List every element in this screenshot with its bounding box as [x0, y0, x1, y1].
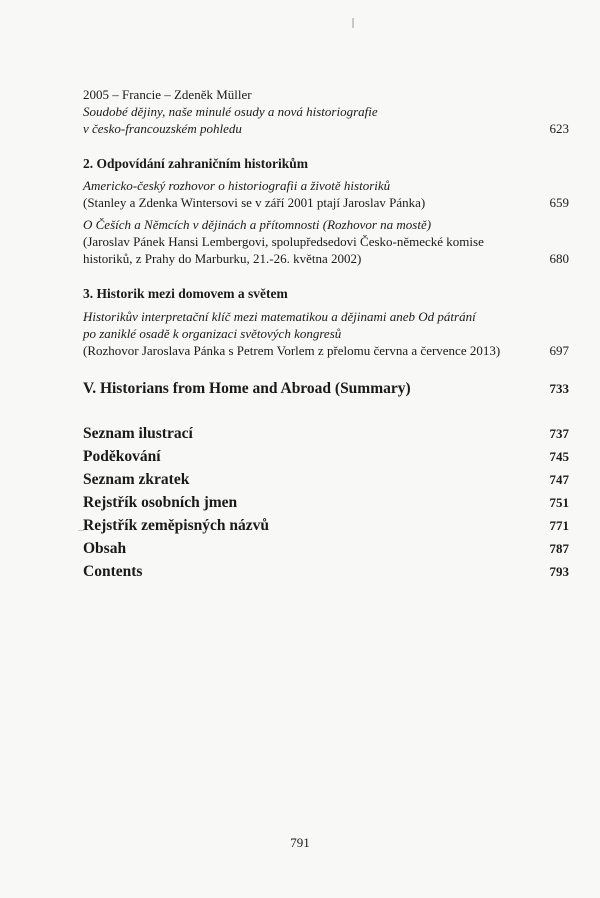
- entry-title: Americko-český rozhovor o historiografii a životě historiků: [83, 178, 391, 193]
- page-ref: 680: [549, 251, 569, 266]
- entry-title: Historikův interpretační klíč mezi matematikou a dějinami aneb Od pátrání: [83, 309, 476, 324]
- back-matter-label: Seznam zkratek: [83, 471, 190, 488]
- page-ref: 793: [549, 564, 569, 579]
- toc-section-2: [83, 155, 569, 267]
- page-ref: 745: [549, 449, 569, 464]
- back-matter-item: [83, 468, 569, 491]
- section-heading: 2. Odpovídání zahraničním historikům: [83, 156, 309, 171]
- back-matter-item: [83, 560, 569, 583]
- page-ref: 751: [549, 495, 569, 510]
- back-matter-label: Seznam ilustrací: [83, 425, 193, 442]
- page-ref: 623: [549, 121, 569, 136]
- page-ref: 787: [549, 541, 569, 556]
- table-of-contents: [83, 86, 569, 583]
- toc-section-2005: [83, 86, 569, 137]
- page-ref: 737: [549, 426, 569, 441]
- back-matter-label: Contents: [83, 563, 143, 580]
- toc-summary: [83, 377, 569, 400]
- back-matter-item: [83, 514, 569, 537]
- page-ref: 659: [549, 195, 569, 210]
- summary-title: V. Historians from Home and Abroad (Summary): [83, 380, 411, 397]
- entry-subtitle: (Jaroslav Pánek Hansi Lembergovi, spolupředsedovi Česko-německé komise: [83, 234, 484, 249]
- back-matter-label: Rejstřík osobních jmen: [83, 494, 238, 511]
- page-ref: 697: [549, 343, 569, 358]
- toc-section-3: [83, 285, 569, 359]
- entry-title: v česko-francouzském pohledu: [83, 121, 242, 136]
- back-matter-label: Obsah: [83, 540, 127, 557]
- section-heading: 2005 – Francie – Zdeněk Müller: [83, 87, 252, 102]
- back-matter-item: [83, 537, 569, 560]
- page-ref: 747: [549, 472, 569, 487]
- back-matter-label: Poděkování: [83, 448, 161, 465]
- page-number: 791: [290, 835, 310, 850]
- entry-subtitle: (Rozhovor Jaroslava Pánka s Petrem Vorlem z přelomu června a července 2013): [83, 343, 501, 358]
- back-matter-label: Rejstřík zeměpisných názvů: [83, 517, 269, 534]
- entry-subtitle: historiků, z Prahy do Marburku, 21.-26. května 2002): [83, 251, 362, 266]
- back-matter-list: [83, 422, 569, 583]
- page-ref: 771: [549, 518, 569, 533]
- entry-subtitle: (Stanley a Zdenka Wintersovi se v září 2001 ptají Jaroslav Pánka): [83, 195, 426, 210]
- back-matter-item: [83, 491, 569, 514]
- back-matter-item: [83, 422, 569, 445]
- entry-title: O Češích a Němcích v dějinách a přítomnosti (Rozhovor na mostě): [83, 217, 432, 232]
- section-heading: 3. Historik mezi domovem a světem: [83, 286, 288, 301]
- entry-title: Soudobé dějiny, naše minulé osudy a nová historiografie: [83, 104, 378, 119]
- back-matter-item: [83, 445, 569, 468]
- scan-speck: [352, 18, 354, 28]
- entry-title: po zaniklé osadě k organizaci světových kongresů: [83, 326, 342, 341]
- page-ref: 733: [549, 381, 569, 396]
